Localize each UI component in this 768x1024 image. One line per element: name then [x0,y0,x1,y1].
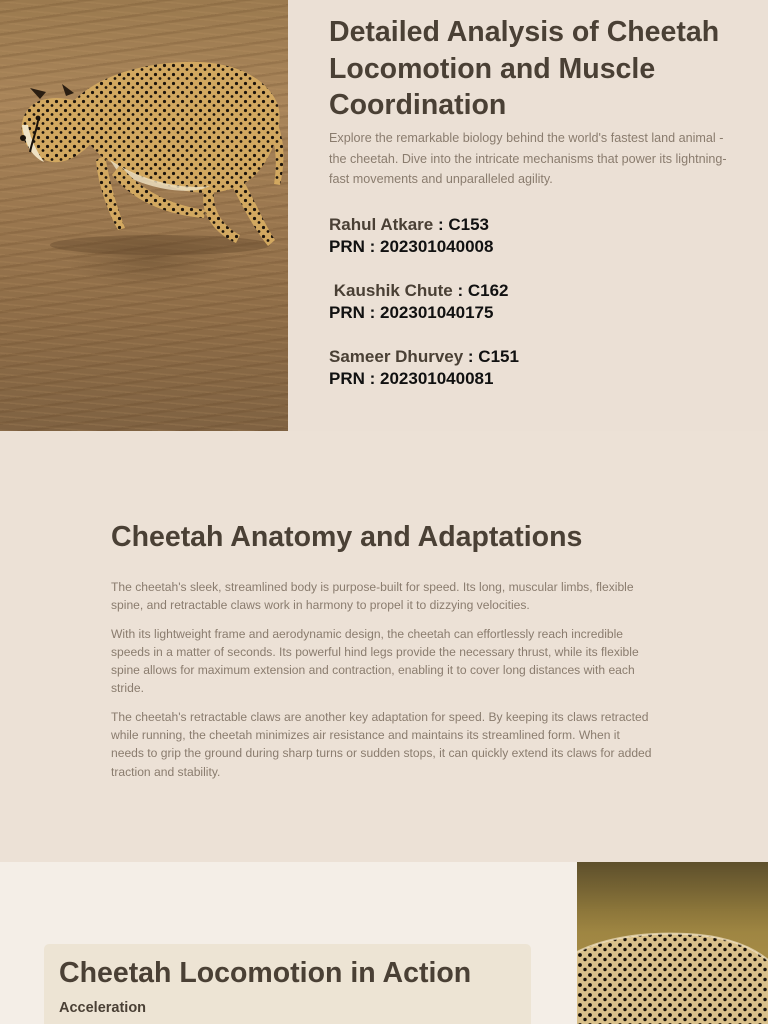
author-name: Sameer Dhurvey [329,347,464,366]
author-entry [329,214,729,258]
author-name: Kaushik Chute [329,281,453,300]
separator: : [463,347,479,366]
body-paragraph: The cheetah's retractable claws are another key adaptation for speed. By keeping its claws retracted while running, the cheetah minimizes air resistance and maintains its streamlined form. When it needs to grip the ground during sharp turns or sudden stops, it can quickly extend its claws for added traction and stability. [111,709,652,779]
prn-label: PRN : [329,303,380,322]
prn-line [329,302,729,324]
prn-number: 202301040008 [380,237,494,256]
author-list [329,214,729,412]
section-heading: Cheetah Anatomy and Adaptations [111,521,583,553]
title-slide [0,0,768,431]
subheading: Acceleration [59,1000,147,1016]
prn-label: PRN : [329,369,380,388]
section-body [111,578,656,791]
prn-line [329,368,729,390]
prn-number: 202301040081 [380,369,494,388]
locomotion-slide [0,862,768,1024]
author-entry [329,280,729,324]
separator: : [452,281,468,300]
presentation-title: Detailed Analysis of Cheetah Locomotion and Muscle Coordination [329,16,720,121]
author-name-line [329,346,729,368]
cheetah-closeup-photo [577,862,768,1024]
author-name: Rahul Atkare [329,215,434,234]
author-name-line [329,280,729,302]
section-heading: Cheetah Locomotion in Action [59,957,472,989]
prn-line [329,236,729,258]
separator: : [433,215,449,234]
body-paragraph: With its lightweight frame and aerodynamic design, the cheetah can effortlessly reach incredible speeds in a matter of seconds. Its powerful hind legs provide the necessary thrust, while its flexible spine allows for maximum extension and contraction, enabling it to cover long distances with each stride. [111,626,639,696]
prn-label: PRN : [329,237,380,256]
anatomy-slide [0,431,768,862]
body-paragraph: The cheetah's sleek, streamlined body is purpose-built for speed. Its long, muscular limbs, flexible spine, and retractable claws work in harmony to propel it to dizzying velocities. [111,580,634,613]
intro-paragraph: Explore the remarkable biology behind the world's fastest land animal - the cheetah. Dive into the intricate mechanisms that power its lightning-fast movements and unparalleled agility. [329,131,727,186]
prn-number: 202301040175 [380,303,494,322]
author-name-line [329,214,729,236]
author-entry [329,346,729,390]
running-cheetah-photo [0,0,288,431]
roll-number: C153 [448,215,489,234]
roll-number: C162 [467,281,509,300]
roll-number: C151 [478,347,519,366]
